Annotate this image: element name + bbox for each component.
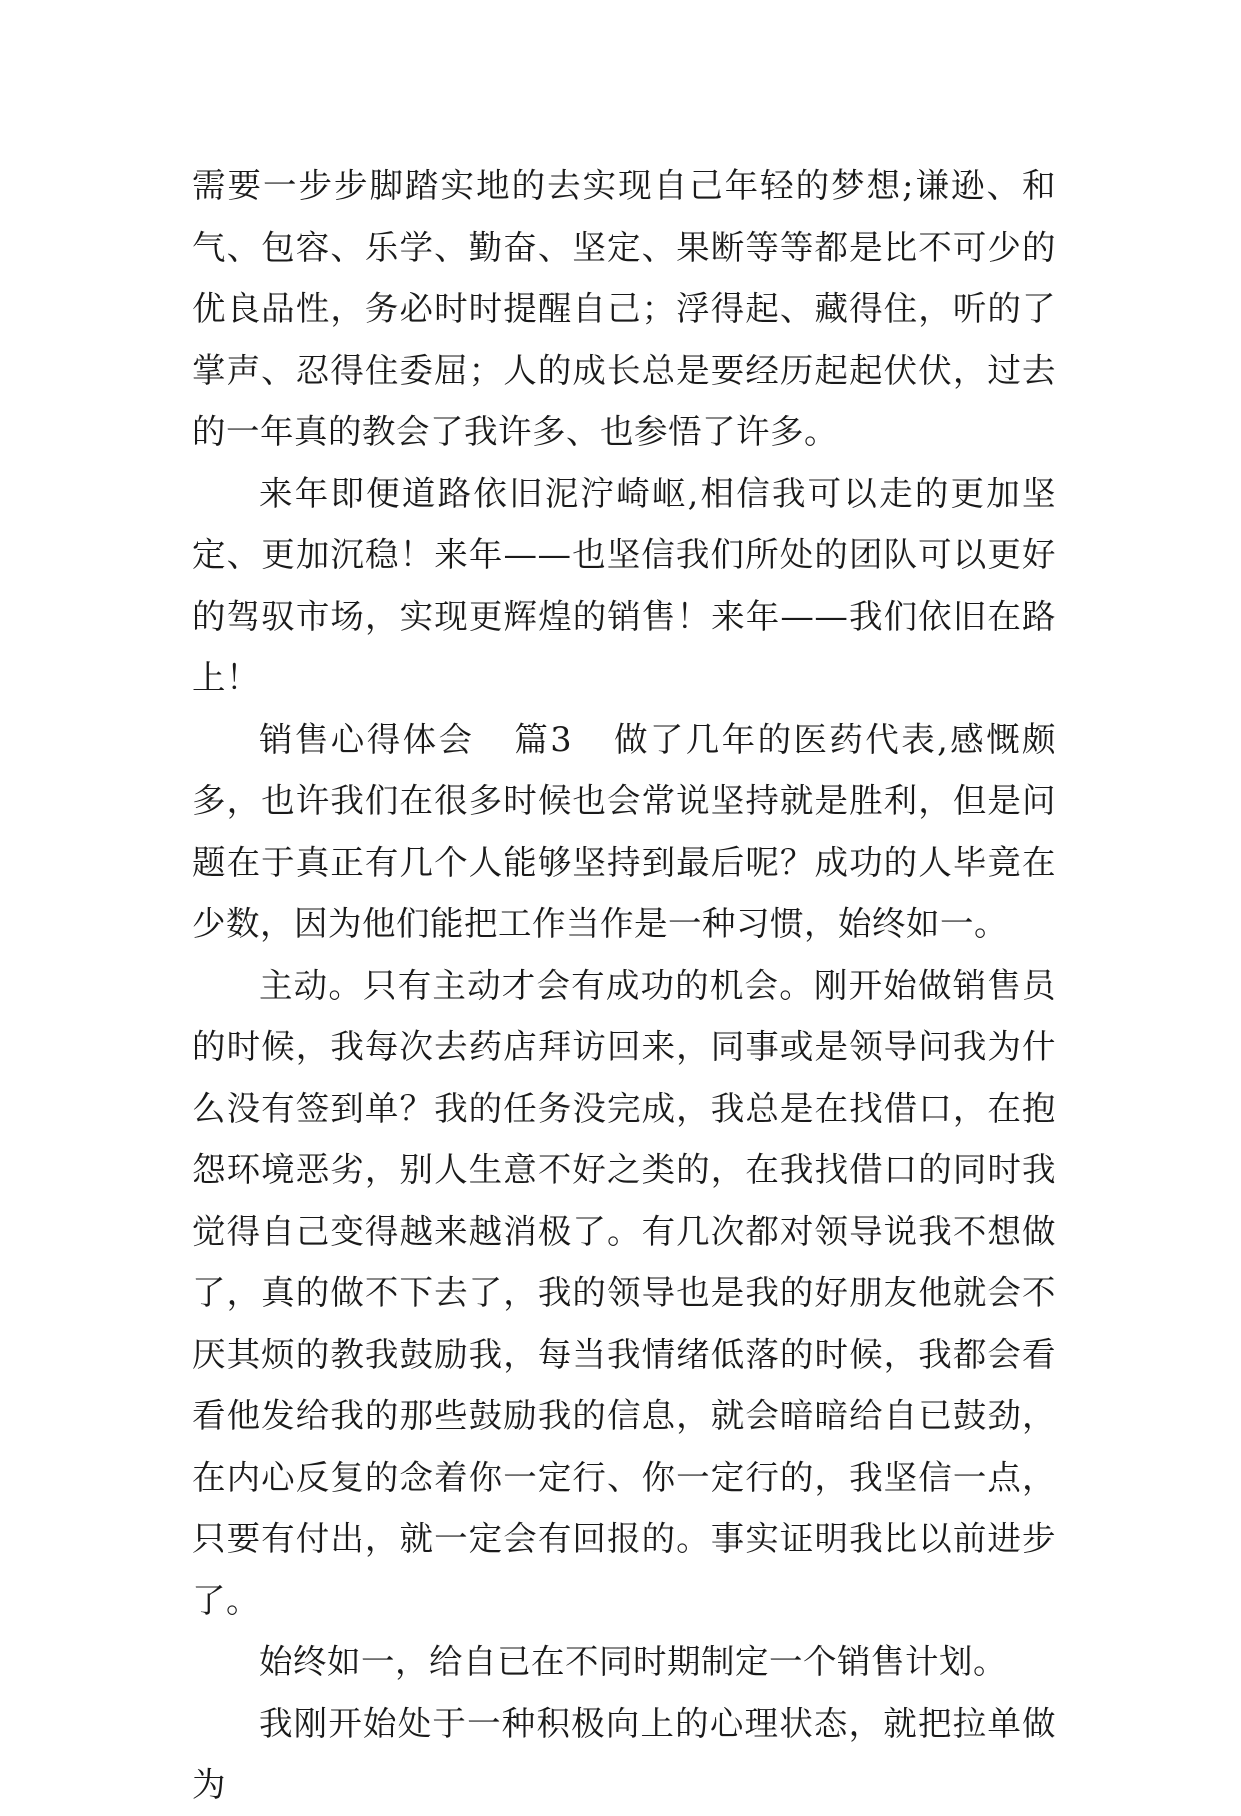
paragraph-4: 主动。只有主动才会有成功的机会。刚开始做销售员的时候，我每次去药店拜访回来，同事或是领导问我为什么没有签到单？我的任务没完成，我总是在找借口，在抱怨环境恶劣，别人生意不好之类的，在我找借口的同时我觉得自己变得越来越消极了。有几次都对领导说我不想做了，真的做不下去了，我的领导也是我的好朋友他就会不厌其烦的教我鼓励我，每当我情绪低落的时候，我都会看看他发给我的那些鼓励我的信息，就会暗暗给自已鼓劲，在内心反复的念着你一定行、你一定行的，我坚信一点，只要有付出，就一定会有回报的。事实证明我比以前进步了。 [192, 965, 1056, 1620]
paragraph-3-text: 做了几年的医药代表,感慨颇多，也许我们在很多时候也会常说坚持就是胜利，但是问题在于真正有几个人能够坚持到最后呢？成功的人毕竟在少数，因为他们能把工作当作是一种习惯，始终如一。 [192, 719, 1056, 943]
section-number: 篇3 [512, 719, 573, 759]
document-body [192, 155, 1056, 1816]
paragraph-1: 需要一步步脚踏实地的去实现自己年轻的梦想;谦逊、和气、包容、乐学、勤奋、坚定、果断等等都是比不可少的优良品性，务必时时提醒自己；浮得起、藏得住，听的了掌声、忍得住委屈；人的成长总是要经历起起伏伏，过去的一年真的教会了我许多、也参悟了许多。 [192, 166, 1056, 451]
section-heading: 销售心得体会 [259, 719, 475, 759]
paragraph-3 [192, 709, 1056, 955]
paragraph-2: 来年即便道路依旧泥泞崎岖,相信我可以走的更加坚定、更加沉稳！来年——也坚信我们所处的团队可以更好的驾驭市场，实现更辉煌的销售！来年——我们依旧在路上！ [192, 473, 1056, 697]
paragraph-6: 我刚开始处于一种积极向上的心理状态，就把拉单做为 [192, 1703, 1056, 1804]
paragraph-5: 始终如一，给自已在不同时期制定一个销售计划。 [259, 1642, 1007, 1681]
